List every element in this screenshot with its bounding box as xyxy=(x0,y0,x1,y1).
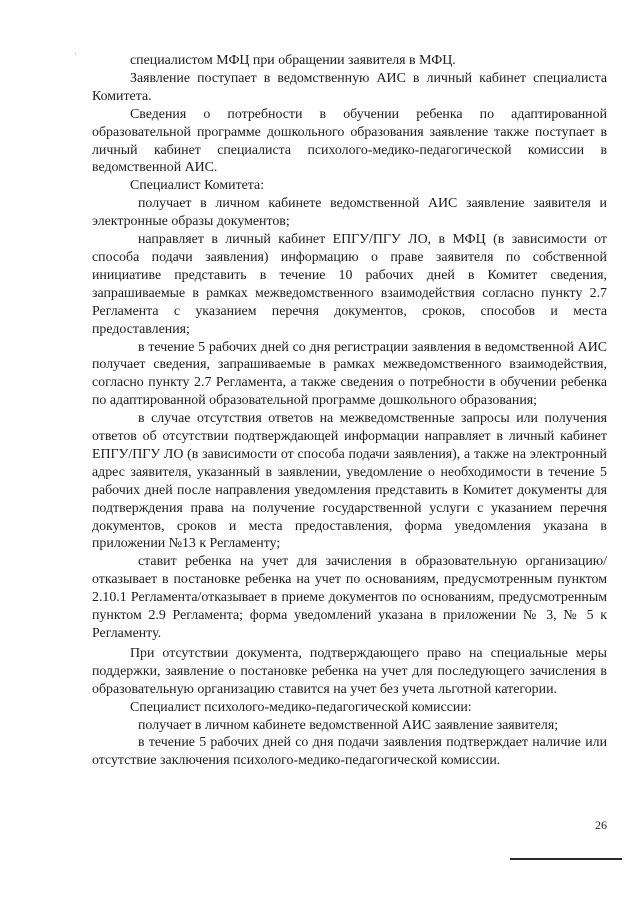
paragraph: в случае отсутствия ответов на межведомственные запросы или получения ответов об отсутствии подтверждающей информации направляет в личный кабинет ЕПГУ/ПГУ ЛО (в зависимости от способа подачи заявления), а также на электронный адрес заявителя, указанный в заявлении, уведомление о необходимости в течение 5 рабочих дней после направления уведомления представить в Комитет документы для подтверждения права на получение государственной услуги с указанием перечня документов, сроков и места предоставления, форма уведомления указана в приложении №13 к Регламенту; xyxy=(92,411,607,552)
paragraph: в течение 5 рабочих дней со дня подачи заявления подтверждает наличие или отсутствие заключения психолого-медико-педагогической комиссии. xyxy=(92,735,607,769)
paragraph: получает в личном кабинете ведомственной АИС заявление заявителя; xyxy=(138,717,559,733)
margin-mark: ˈ xyxy=(74,52,78,63)
paragraph: Заявление поступает в ведомственную АИС в личный кабинет специалиста Комитета. xyxy=(92,70,607,104)
paragraph: При отсутствии документа, подтверждающего право на специальные меры поддержки, заявление о постановке ребенка на учет для последующего зачисления в образовательную организацию ставится на учет без учета льготной категории. xyxy=(92,645,607,697)
paragraph: Специалист психолого-медико-педагогической комиссии: xyxy=(130,699,472,715)
footer-rule xyxy=(510,858,622,860)
paragraph: ставит ребенка на учет для зачисления в образовательную организацию/отказывает в постановке ребенка на учет по основаниям, предусмотренным пунктом 2.10.1 Регламента/отказывает в приеме документов по основаниям, предусмотренным пунктом 2.9 Регламента; форма уведомлений указана в приложении № 3, № 5 к Регламенту. xyxy=(92,554,607,641)
paragraph: в течение 5 рабочих дней со дня регистрации заявления в ведомственной АИС получает сведения, запрашиваемые в рамках межведомственного взаимодействия, согласно пункту 2.7 Регламента, а также сведения о потребности в обучении ребенка по адаптированной образовательной программе дошкольного образования; xyxy=(92,339,607,409)
page-number: 26 xyxy=(595,818,607,832)
paragraph: получает в личном кабинете ведомственной АИС заявление заявителя и электронные образы документов; xyxy=(92,196,607,230)
body-text xyxy=(92,52,607,770)
paragraph: направляет в личный кабинет ЕПГУ/ПГУ ЛО, в МФЦ (в зависимости от способа подачи заявления) информацию о праве заявителя по собственной инициативе представить в течение 10 рабочих дней в Комитет сведения, запрашиваемые в рамках межведомственного взаимодействия согласно пункту 2.7 Регламента с указанием перечня документов, сроков, способов и места предоставления; xyxy=(92,232,607,337)
paragraph: специалистом МФЦ при обращении заявителя в МФЦ. xyxy=(130,53,456,68)
paragraph: Сведения о потребности в обучении ребенка по адаптированной образовательной программе дошкольного образования заявление также поступает в личный кабинет специалиста психолого-медико-педагогической комиссии в ведомственной АИС. xyxy=(92,106,607,176)
paragraph: Специалист Комитета: xyxy=(130,178,265,194)
